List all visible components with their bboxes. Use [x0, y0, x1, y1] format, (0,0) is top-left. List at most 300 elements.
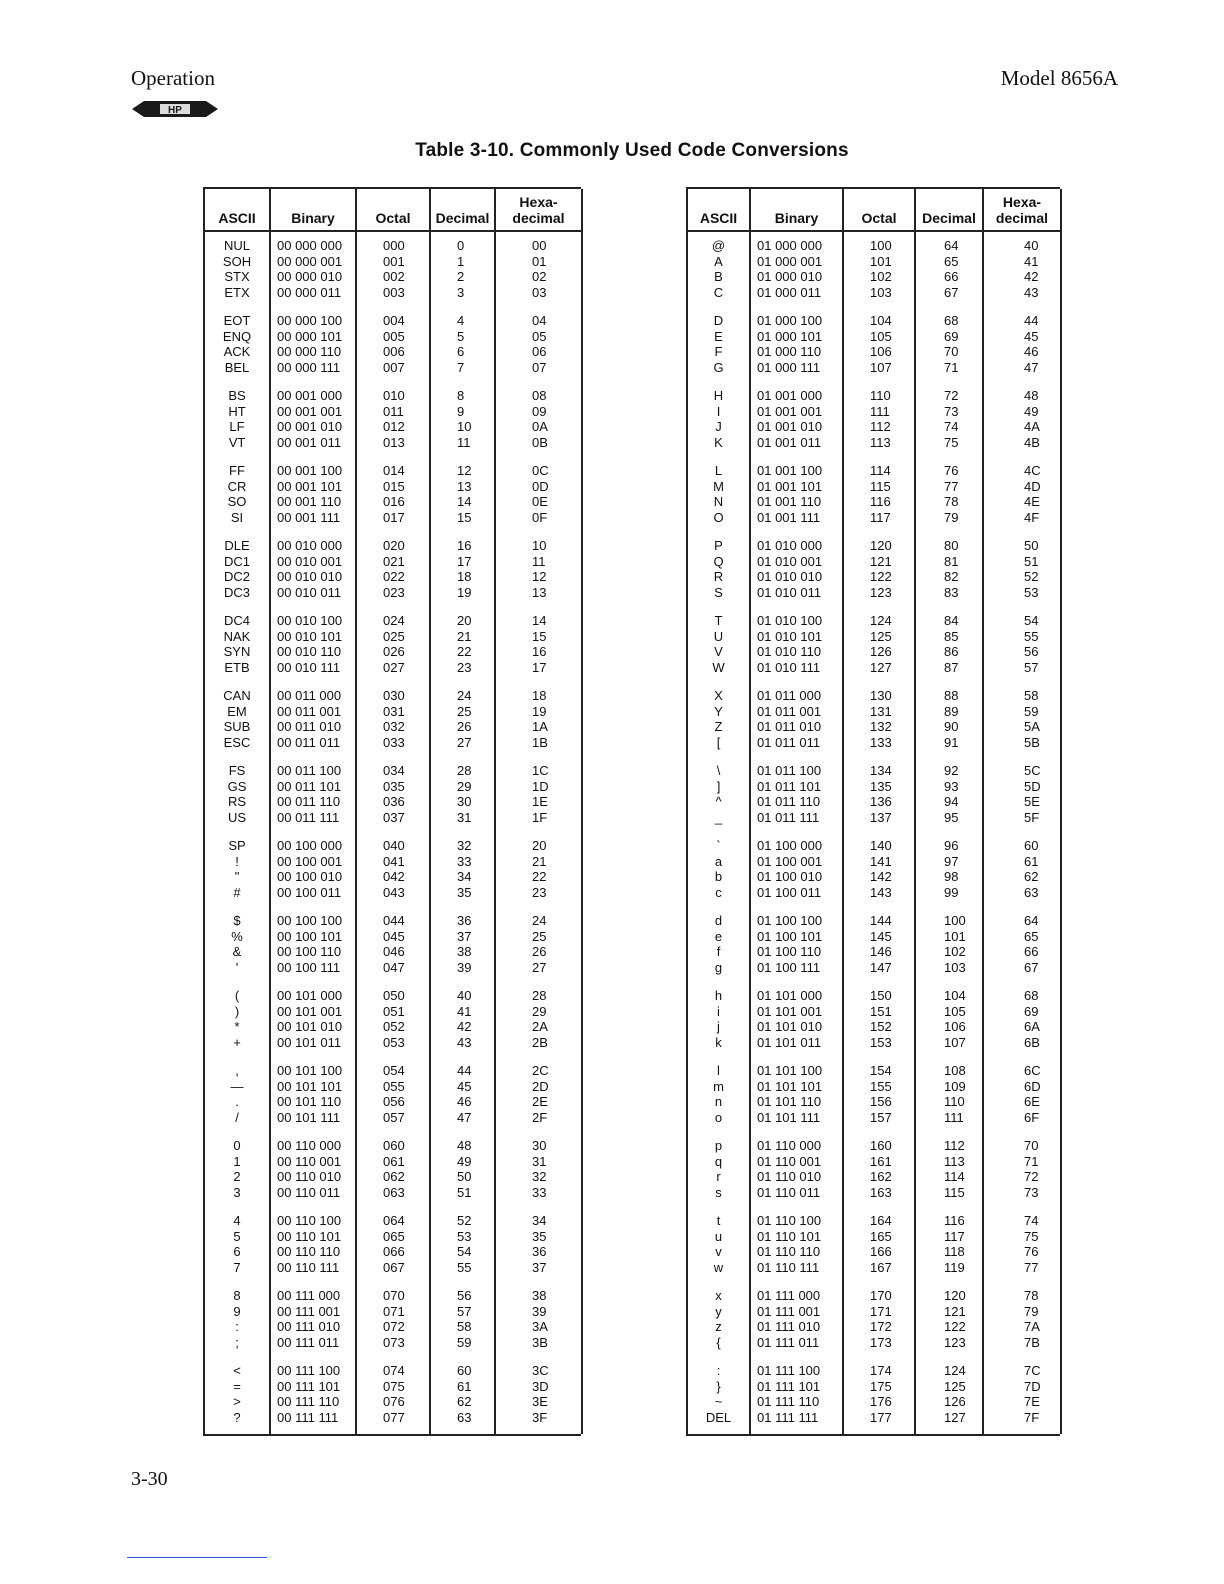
table-cell: c: [715, 884, 722, 900]
table-cell: 01 101 111: [757, 1109, 821, 1125]
table-cell: 041: [383, 853, 405, 869]
table-cell: 01 111 101: [757, 1378, 821, 1394]
table-cell: 00 000 110: [277, 344, 342, 360]
table-cell: 113: [944, 1153, 965, 1169]
table-cell: 01 101 101: [757, 1078, 823, 1094]
row-group: [271, 538, 355, 613]
row-group: [496, 838, 581, 913]
row-group: [844, 988, 914, 1063]
table-cell: 04: [532, 313, 547, 328]
table-cell: {: [716, 1334, 721, 1350]
hex-header: Hexa- decimal: [984, 189, 1060, 232]
row-group: [357, 913, 429, 988]
table-cell: 90: [944, 719, 959, 735]
table-cell: 06: [532, 344, 547, 360]
table-cell: 134: [870, 763, 892, 778]
table-cell: 00 111 000: [277, 1288, 341, 1303]
table-cell: 60: [1024, 838, 1039, 853]
table-cell: 003: [383, 284, 405, 300]
table-cell: 16: [457, 538, 472, 553]
table-cell: [: [716, 734, 721, 750]
table-cell: 100: [944, 913, 966, 928]
table-cell: 70: [944, 344, 959, 360]
table-cell: 2E: [532, 1094, 548, 1110]
table-cell: 171: [870, 1303, 892, 1319]
table-cell: 052: [383, 1019, 405, 1035]
table-cell: SUB: [223, 719, 251, 735]
table-cell: 00 011 010: [277, 719, 342, 735]
table-cell: 132: [870, 719, 892, 735]
table-cell: S: [714, 584, 723, 600]
table-cell: 3D: [532, 1378, 549, 1394]
hex-header: Hexa- decimal: [496, 189, 581, 232]
table-cell: 102: [944, 944, 966, 960]
row-group: [357, 1138, 429, 1213]
table-cell: 00 111 101: [277, 1378, 341, 1394]
table-cell: 51: [457, 1184, 472, 1200]
table-cell: 33: [457, 853, 472, 869]
table-cell: NAK: [223, 628, 251, 644]
row-group: [751, 388, 842, 463]
table-cell: 106: [870, 344, 892, 360]
table-cell: 01 111 110: [757, 1394, 820, 1410]
row-group: [431, 763, 494, 838]
table-cell: 00 000 111: [277, 359, 341, 375]
row-group: [844, 313, 914, 388]
table-cell: 076: [383, 1394, 405, 1410]
table-cell: 120: [944, 1288, 966, 1303]
table-cell: 135: [870, 778, 892, 794]
table-cell: 31: [457, 809, 472, 825]
table-cell: 9: [233, 1303, 241, 1319]
table-cell: 3: [233, 1184, 241, 1200]
table-cell: !: [235, 853, 239, 869]
table-cell: J: [715, 419, 722, 435]
table-cell: 01 101 010: [757, 1019, 823, 1035]
table-cell: 2B: [532, 1034, 548, 1050]
table-cell: 22: [457, 644, 472, 660]
table-cell: 4F: [1024, 509, 1040, 525]
table-cell: 00 011 111: [277, 809, 340, 825]
row-group: [271, 1363, 355, 1438]
table-cell: DC1: [223, 553, 250, 569]
row-group: [751, 313, 842, 388]
table-cell: 00 010 101: [277, 628, 343, 644]
table-cell: 13: [532, 584, 547, 600]
table-cell: 01 010 010: [757, 569, 823, 585]
table-cell: 070: [383, 1288, 405, 1303]
table-cell: 8: [233, 1288, 241, 1303]
row-group: [916, 238, 982, 313]
table-cell: 023: [383, 584, 405, 600]
table-cell: 38: [532, 1288, 547, 1303]
row-group: [688, 913, 749, 988]
table-cell: `: [716, 838, 721, 853]
row-group: [496, 1213, 581, 1288]
table-cell: 065: [383, 1228, 405, 1244]
table-cell: 00 100 001: [277, 853, 343, 869]
table-cell: 005: [383, 328, 405, 344]
table-cell: 14: [457, 494, 472, 510]
table-cell: 154: [870, 1063, 892, 1078]
table-cell: g: [714, 959, 723, 975]
table-cell: 23: [457, 659, 472, 675]
octal-column: [355, 189, 429, 1434]
table-cell: 01 011 110: [757, 794, 821, 810]
table-cell: 5D: [1024, 778, 1041, 794]
table-cell: 73: [944, 403, 959, 419]
table-cell: 024: [383, 613, 405, 628]
table-cell: 00 000 101: [277, 328, 343, 344]
table-cell: 57: [457, 1303, 472, 1319]
table-cell: 01 101 001: [757, 1003, 823, 1019]
table-cell: l: [717, 1063, 720, 1078]
table-cell: 00 101 010: [277, 1019, 343, 1035]
table-cell: 00 000 010: [277, 269, 343, 285]
table-cell: 67: [1024, 959, 1039, 975]
table-cell: 021: [383, 553, 405, 569]
table-cell: 136: [870, 794, 892, 810]
binary-column: [269, 189, 355, 1434]
row-group: [271, 238, 355, 313]
table-cell: 00 101 111: [277, 1109, 341, 1125]
table-cell: 24: [532, 913, 547, 928]
table-cell: 01 110 001: [757, 1153, 822, 1169]
table-cell: 39: [457, 959, 472, 975]
table-cell: 7B: [1024, 1334, 1040, 1350]
row-group: [271, 838, 355, 913]
table-cell: 94: [944, 794, 959, 810]
table-cell: 01 110 010: [757, 1169, 822, 1185]
table-cell: 64: [1024, 913, 1039, 928]
row-group: [431, 913, 494, 988]
table-cell: 52: [1024, 569, 1039, 585]
table-cell: 055: [383, 1078, 405, 1094]
table-cell: 42: [457, 1019, 472, 1035]
table-cell: 2A: [532, 1019, 548, 1035]
table-cell: 00 001 100: [277, 463, 343, 478]
table-cell: 01 101 011: [757, 1034, 822, 1050]
table-cell: 0A: [532, 419, 548, 435]
table-cell: 071: [383, 1303, 405, 1319]
table-cell: 017: [383, 509, 405, 525]
table-cell: 23: [532, 884, 547, 900]
table-cell: 3E: [532, 1394, 548, 1410]
table-cell: 25: [532, 928, 547, 944]
table-cell: 49: [457, 1153, 472, 1169]
table-cell: CR: [227, 478, 247, 494]
row-group: [496, 613, 581, 688]
row-group: [916, 463, 982, 538]
table-cell: 00 100 111: [277, 959, 341, 975]
table-cell: 2: [457, 269, 465, 285]
table-cell: 88: [944, 688, 959, 703]
row-group: [916, 538, 982, 613]
row-group: [205, 388, 269, 463]
row-group: [205, 538, 269, 613]
row-group: [984, 838, 1060, 913]
table-cell: 5F: [1024, 809, 1040, 825]
hp-logo-icon: [130, 98, 220, 120]
table-cell: 00 111 110: [277, 1394, 340, 1410]
row-group: [916, 1213, 982, 1288]
model-label: Model 8656A: [1000, 66, 1118, 90]
row-group: [431, 1288, 494, 1363]
table-cell: 140: [870, 838, 892, 853]
table-cell: A: [714, 253, 723, 269]
hex-column: [494, 189, 583, 1434]
table-cell: 52: [457, 1213, 472, 1228]
row-group: [496, 538, 581, 613]
table-cell: x: [715, 1288, 722, 1303]
table-cell: 01 100 010: [757, 869, 823, 885]
table-cell: 49: [1024, 403, 1039, 419]
row-group: [688, 688, 749, 763]
row-group: [271, 988, 355, 1063]
row-group: [431, 1213, 494, 1288]
table-cell: 39: [532, 1303, 547, 1319]
table-cell: 105: [944, 1003, 966, 1019]
table-cell: 162: [870, 1169, 892, 1185]
decimal-header: Decimal: [431, 189, 494, 232]
table-cell: 01 100 111: [757, 959, 821, 975]
table-cell: 1D: [532, 778, 549, 794]
table-cell: 01 101 110: [757, 1094, 822, 1110]
table-cell: 00 101 110: [277, 1094, 342, 1110]
row-group: [844, 913, 914, 988]
table-cell: 172: [870, 1319, 892, 1335]
row-group: [751, 1363, 842, 1438]
table-cell: ENQ: [222, 328, 252, 344]
table-cell: 00 001 011: [277, 434, 342, 450]
row-group: [431, 313, 494, 388]
table-cell: 18: [532, 688, 547, 703]
row-group: [751, 1288, 842, 1363]
binary-header: Binary: [751, 189, 842, 232]
table-cell: 051: [383, 1003, 405, 1019]
row-group: [688, 1288, 749, 1363]
table-cell: 043: [383, 884, 405, 900]
table-cell: 11: [457, 434, 471, 450]
table-cell: 01 010 001: [757, 553, 823, 569]
row-group: [496, 763, 581, 838]
decimal-column: [914, 189, 982, 1434]
table-cell: 6: [457, 344, 465, 360]
table-cell: 08: [532, 388, 547, 403]
table-cell: 0: [233, 1138, 241, 1153]
table-cell: 61: [457, 1378, 472, 1394]
row-group: [984, 1213, 1060, 1288]
table-cell: 00 100 101: [277, 928, 343, 944]
row-group: [751, 463, 842, 538]
octal-column: [842, 189, 914, 1434]
table-cell: P: [714, 538, 723, 553]
row-group: [431, 463, 494, 538]
table-cell: 10: [532, 538, 547, 553]
row-group: [688, 463, 749, 538]
row-group: [357, 388, 429, 463]
table-cell: ): [234, 1003, 240, 1019]
table-cell: q: [714, 1153, 723, 1169]
table-cell: #: [233, 884, 241, 900]
row-group: [205, 763, 269, 838]
row-group: [496, 913, 581, 988]
table-cell: %: [231, 928, 243, 944]
table-cell: 68: [1024, 988, 1039, 1003]
table-cell: 101: [870, 253, 892, 269]
table-cell: 79: [1024, 1303, 1039, 1319]
table-cell: 2C: [532, 1063, 549, 1078]
table-cell: Q: [713, 553, 724, 569]
table-cell: 01 000 111: [757, 359, 821, 375]
table-cell: 01 111 000: [757, 1288, 821, 1303]
table-cell: 53: [1024, 584, 1039, 600]
row-group: [271, 763, 355, 838]
table-cell: 1: [233, 1153, 241, 1169]
row-group: [357, 1363, 429, 1438]
table-cell: 69: [1024, 1003, 1039, 1019]
table-cell: 1C: [532, 763, 549, 778]
row-group: [688, 1363, 749, 1438]
table-cell: 062: [383, 1169, 405, 1185]
table-cell: 105: [870, 328, 892, 344]
row-group: [916, 1138, 982, 1213]
table-cell: 107: [870, 359, 892, 375]
table-cell: 30: [532, 1138, 547, 1153]
table-cell: 114: [944, 1169, 965, 1185]
table-cell: 13: [457, 478, 472, 494]
table-cell: 7C: [1024, 1363, 1041, 1378]
table-cell: o: [714, 1109, 723, 1125]
row-group: [357, 463, 429, 538]
table-cell: 007: [383, 359, 405, 375]
table-cell: 2D: [532, 1078, 549, 1094]
table-cell: 69: [944, 328, 959, 344]
row-group: [751, 913, 842, 988]
octal-header: Octal: [357, 189, 429, 232]
table-cell: 71: [944, 359, 959, 375]
table-cell: 01 000 011: [757, 284, 822, 300]
decimal-column: [429, 189, 494, 1434]
table-cell: 108: [944, 1063, 966, 1078]
table-cell: ^: [715, 794, 722, 810]
row-group: [496, 1138, 581, 1213]
table-cell: 01 010 100: [757, 613, 823, 628]
table-cell: 00 101 101: [277, 1078, 343, 1094]
table-cell: 40: [457, 988, 472, 1003]
table-cell: 004: [383, 313, 405, 328]
table-cell: 00 011 110: [277, 794, 341, 810]
table-cell: 09: [532, 403, 547, 419]
table-cell: e: [714, 928, 723, 944]
table-cell: 101: [944, 928, 966, 944]
table-cell: 6B: [1024, 1034, 1040, 1050]
table-cell: 01 010 111: [757, 659, 821, 675]
table-cell: :: [716, 1363, 721, 1378]
table-cell: 157: [870, 1109, 892, 1125]
table-cell: \: [716, 763, 721, 778]
table-title: Table 3-10. Commonly Used Code Conversions: [415, 140, 849, 161]
table-cell: 85: [944, 628, 959, 644]
table-cell: DC4: [223, 613, 250, 628]
table-cell: 121: [870, 553, 892, 569]
table-cell: 163: [870, 1184, 892, 1200]
table-cell: ?: [233, 1409, 241, 1425]
table-cell: 115: [944, 1184, 965, 1200]
table-cell: 107: [944, 1034, 966, 1050]
table-cell: 126: [944, 1394, 966, 1410]
table-cell: 57: [1024, 659, 1039, 675]
table-cell: 01 111 001: [757, 1303, 821, 1319]
table-cell: }: [716, 1378, 721, 1394]
table-cell: u: [714, 1228, 723, 1244]
table-cell: 16: [532, 644, 547, 660]
table-cell: 037: [383, 809, 405, 825]
table-cell: FS: [228, 763, 246, 778]
table-cell: 58: [457, 1319, 472, 1335]
table-cell: 89: [944, 703, 959, 719]
table-cell: 01 001 100: [757, 463, 823, 478]
table-cell: F: [714, 344, 723, 360]
table-cell: RS: [227, 794, 247, 810]
table-cell: 81: [944, 553, 959, 569]
table-cell: 76: [1024, 1244, 1039, 1260]
table-cell: 7F: [1024, 1409, 1040, 1425]
table-cell: 38: [457, 944, 472, 960]
table-cell: 75: [1024, 1228, 1039, 1244]
row-group: [271, 913, 355, 988]
table-cell: 063: [383, 1184, 405, 1200]
page-number: 3-30: [131, 1468, 168, 1490]
table-cell: 120: [870, 538, 892, 553]
table-cell: 3A: [532, 1319, 548, 1335]
row-group: [688, 238, 749, 313]
table-cell: 98: [944, 869, 959, 885]
table-cell: 65: [1024, 928, 1039, 944]
row-group: [357, 1288, 429, 1363]
table-cell: 117: [870, 509, 891, 525]
table-cell: 4: [457, 313, 465, 328]
table-cell: 21: [532, 853, 547, 869]
table-cell: 54: [1024, 613, 1039, 628]
table-cell: 28: [532, 988, 547, 1003]
table-cell: 47: [1024, 359, 1039, 375]
table-cell: 127: [944, 1409, 966, 1425]
table-cell: 00 111 011: [277, 1334, 340, 1350]
table-cell: 047: [383, 959, 405, 975]
table-cell: 32: [457, 838, 472, 853]
table-cell: 01 101 100: [757, 1063, 823, 1078]
row-group: [844, 388, 914, 463]
table-cell: 110: [870, 388, 891, 403]
table-cell: 00 100 011: [277, 884, 342, 900]
table-cell: 31: [532, 1153, 547, 1169]
row-group: [751, 1213, 842, 1288]
row-group: [357, 238, 429, 313]
table-cell: X: [714, 688, 723, 703]
table-cell: 124: [944, 1363, 966, 1378]
table-cell: 5B: [1024, 734, 1040, 750]
table-cell: 42: [1024, 269, 1039, 285]
table-cell: 53: [457, 1228, 472, 1244]
row-group: [205, 1213, 269, 1288]
table-cell: 26: [532, 944, 547, 960]
table-cell: 165: [870, 1228, 892, 1244]
table-cell: 01 000 000: [757, 238, 823, 253]
table-cell: VT: [228, 434, 246, 450]
table-cell: 01 010 011: [757, 584, 822, 600]
row-group: [431, 538, 494, 613]
